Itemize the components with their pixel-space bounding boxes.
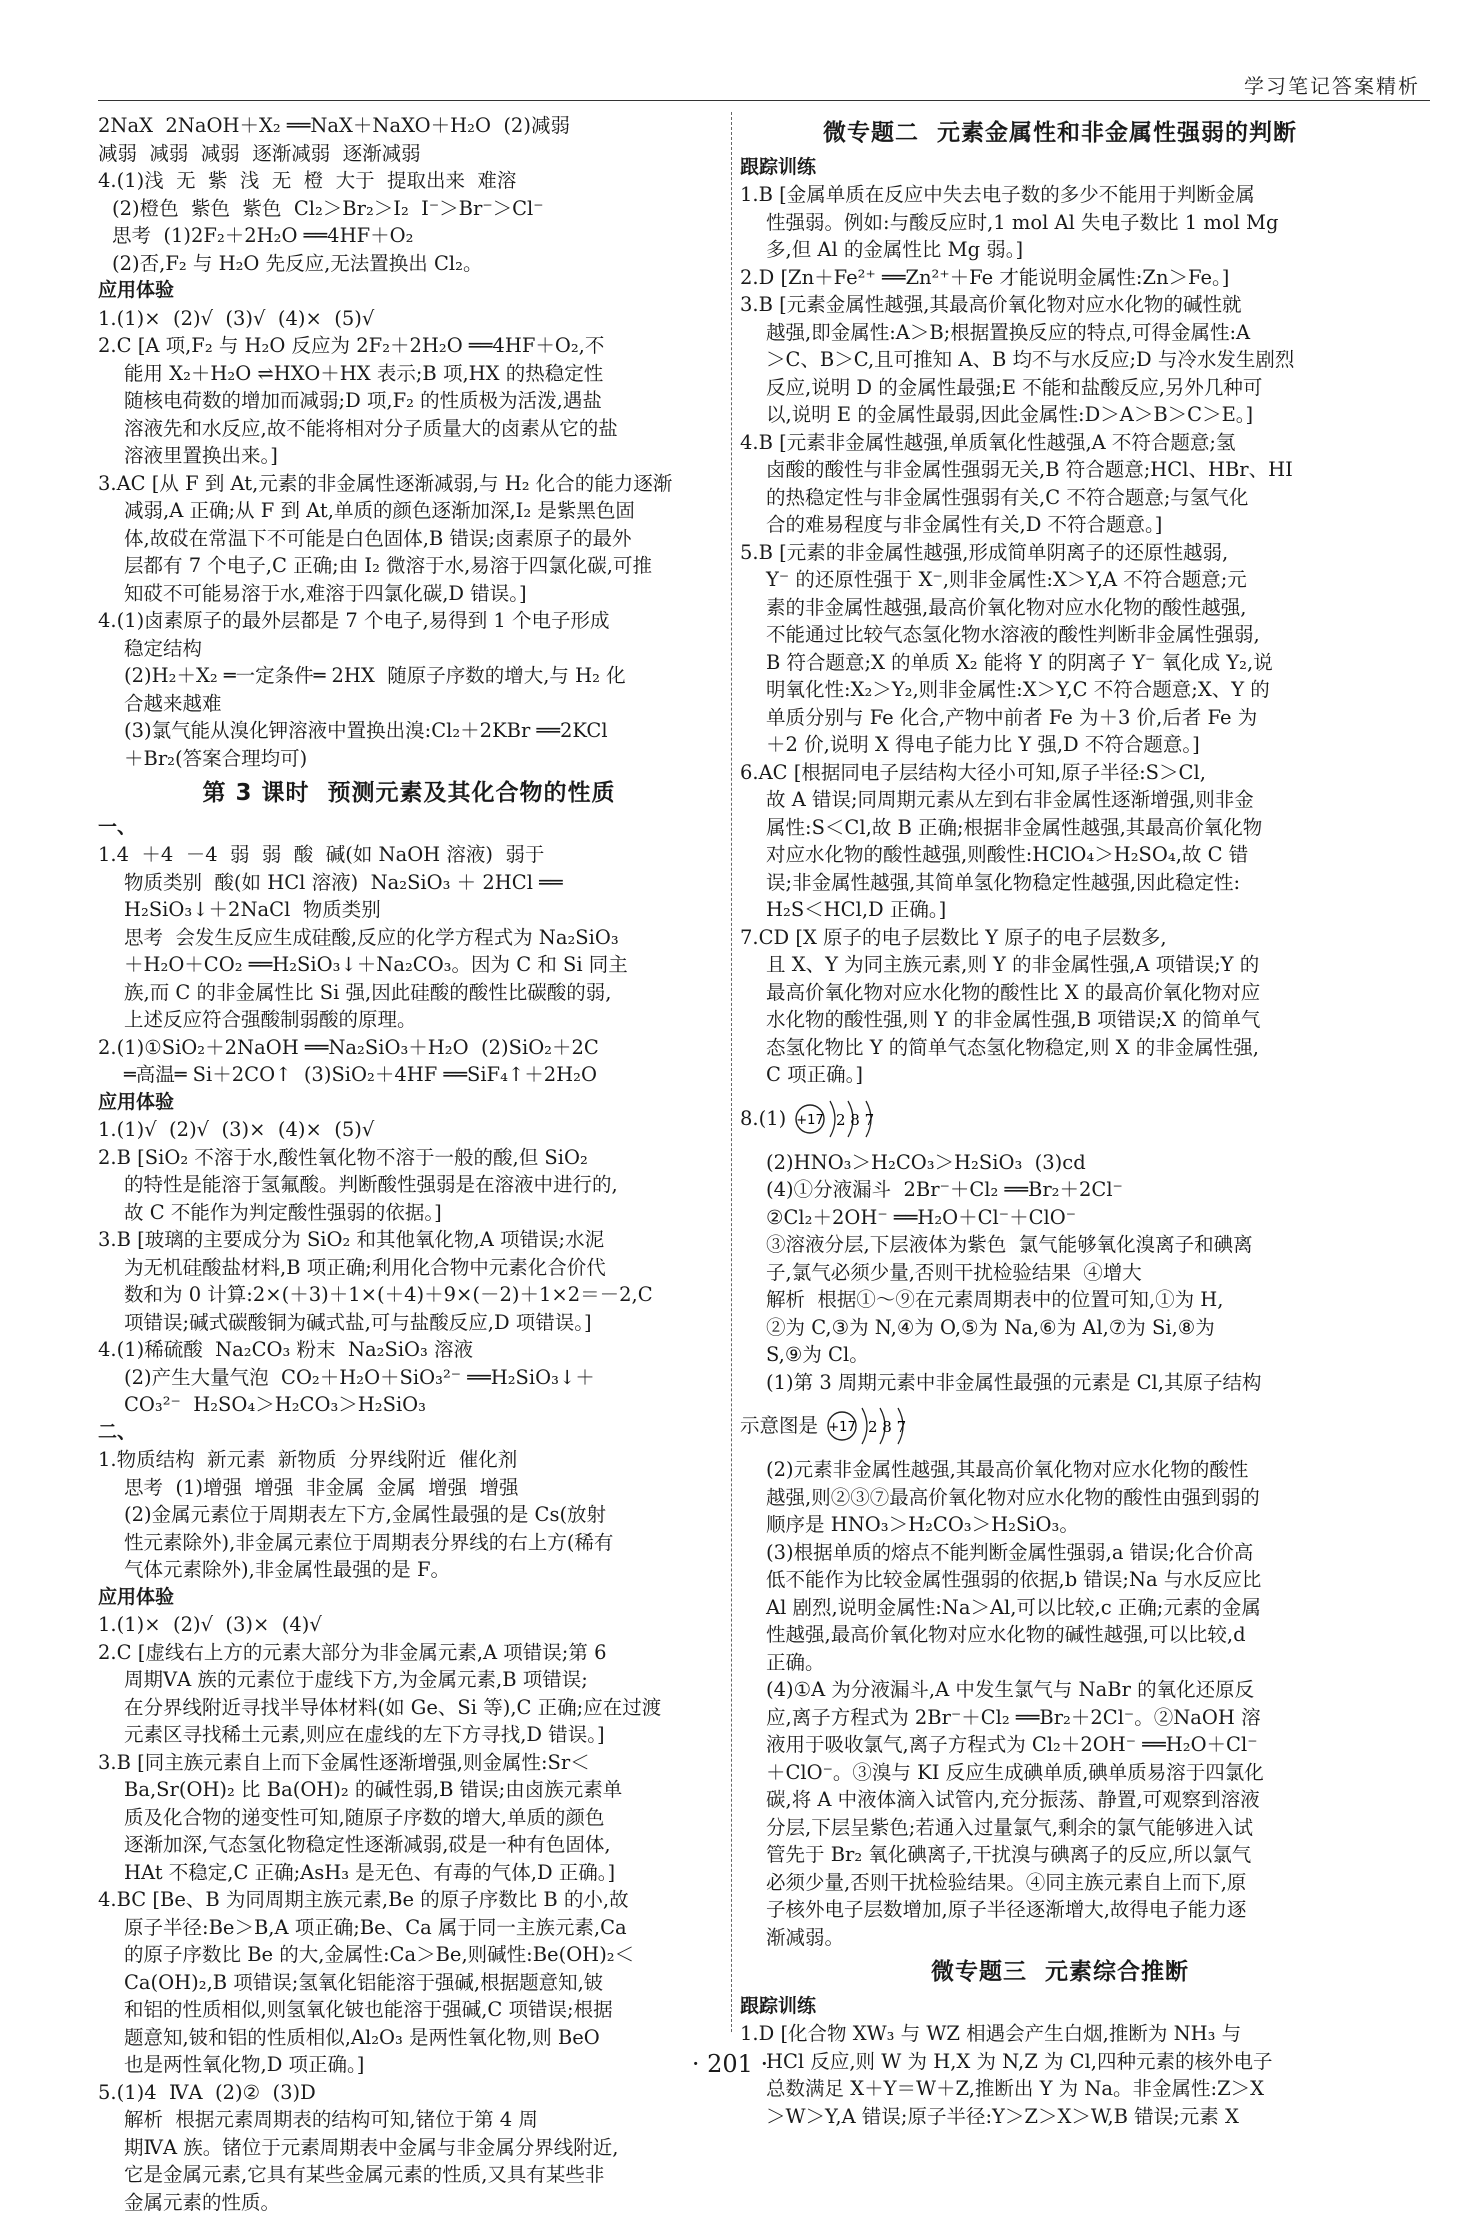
header-rule — [98, 100, 1430, 101]
text-line: 数和为 0 计算:2×(＋3)＋1×(＋4)＋9×(－2)＋1×2＝－2,C — [98, 1281, 720, 1309]
text-line: 管先于 Br₂ 氧化碘离子,干扰溴与碘离子的反应,所以氯气 — [740, 1841, 1380, 1869]
text-line: ＋Br₂(答案合理均可) — [98, 745, 720, 773]
text-line: 1.物质结构 新元素 新物质 分界线附近 催化剂 — [98, 1446, 720, 1474]
text-line: (4)①A 为分液漏斗,A 中发生氯气与 NaBr 的氧化还原反 — [740, 1676, 1380, 1704]
text-line: (2)否,F₂ 与 H₂O 先反应,无法置换出 Cl₂。 — [98, 250, 720, 278]
text-line: 必须少量,否则干扰检验结果。④同主族元素自上而下,原 — [740, 1869, 1380, 1897]
section-heading: 跟踪训练 — [740, 1993, 1380, 2021]
text-line: 的原子序数比 Be 的大,金属性:Ca＞Be,则碱性:Be(OH)₂＜ — [98, 1941, 720, 1969]
atom-structure-diagram — [740, 1093, 1380, 1145]
text-line: 总数满足 X＋Y＝W＋Z,推断出 Y 为 Na。非金属性:Z＞X — [740, 2075, 1380, 2103]
text-line: 族,而 C 的非金属性比 Si 强,因此硅酸的酸性比碳酸的弱, — [98, 979, 720, 1007]
text-line: 7.CD [X 原子的电子层数比 Y 原子的电子层数多, — [740, 924, 1380, 952]
section-heading: 二、 — [98, 1419, 720, 1447]
text-line: 子,氯气必须少量,否则干扰检验结果 ④增大 — [740, 1259, 1380, 1287]
text-line: 正确。 — [740, 1649, 1380, 1677]
page-number: · 201 · — [0, 2050, 1460, 2078]
text-line: 知砹不可能易溶于水,难溶于四氯化碳,D 错误。] — [98, 580, 720, 608]
text-line: (3)氯气能从溴化钾溶液中置换出溴:Cl₂＋2KBr ══2KCl — [98, 717, 720, 745]
text-line: 体,故砹在常温下不可能是白色固体,B 错误;卤素原子的最外 — [98, 525, 720, 553]
text-line: 2NaX 2NaOH＋X₂ ══NaX＋NaXO＋H₂O (2)减弱 — [98, 112, 720, 140]
text-line: 合越来越难 — [98, 690, 720, 718]
text-line: 多,但 Al 的金属性比 Mg 弱。] — [740, 236, 1380, 264]
text-line: 原子半径:Be＞B,A 项正确;Be、Ca 属于同一主族元素,Ca — [98, 1914, 720, 1942]
section-heading: 一、 — [98, 814, 720, 842]
section-heading: 应用体验 — [98, 277, 720, 305]
text-line: Y⁻ 的还原性强于 X⁻,则非金属性:X＞Y,A 不符合题意;元 — [740, 566, 1380, 594]
text-line: 2.C [A 项,F₂ 与 H₂O 反应为 2F₂＋2H₂O ══4HF＋O₂,不 — [98, 332, 720, 360]
text-line: ③溶液分层,下层液体为紫色 氯气能够氧化溴离子和碘离 — [740, 1231, 1380, 1259]
text-line: ＋H₂O＋CO₂ ══H₂SiO₃↓＋Na₂CO₃。因为 C 和 Si 同主 — [98, 951, 720, 979]
atom-structure-diagram — [740, 1400, 1380, 1452]
text-line: 明氧化性:X₂＞Y₂,则非金属性:X＞Y,C 不符合题意;X、Y 的 — [740, 676, 1380, 704]
text-line: 态氢化物比 Y 的简单气态氢化物稳定,则 X 的非金属性强, — [740, 1034, 1380, 1062]
text-line: HAt 不稳定,C 正确;AsH₃ 是无色、有毒的气体,D 正确。] — [98, 1859, 720, 1887]
lesson-title: 微专题二 元素金属性和非金属性强弱的判断 — [740, 120, 1380, 148]
text-line: 故 A 错误;同周期元素从左到右非金属性逐渐增强,则非金 — [740, 786, 1380, 814]
text-line: 3.AC [从 F 到 At,元素的非金属性逐渐减弱,与 H₂ 化合的能力逐渐 — [98, 470, 720, 498]
text-line: 卤酸的酸性与非金属性强弱无关,B 符合题意;HCl、HBr、HI — [740, 456, 1380, 484]
text-line: 题意知,铍和铝的性质相似,Al₂O₃ 是两性氧化物,则 BeO — [98, 2024, 720, 2052]
text-line: B 符合题意;X 的单质 X₂ 能将 Y 的阴离子 Y⁻ 氧化成 Y₂,说 — [740, 649, 1380, 677]
text-line: 4.(1)卤素原子的最外层都是 7 个电子,易得到 1 个电子形成 — [98, 607, 720, 635]
text-line: 单质分别与 Fe 化合,产物中前者 Fe 为＋3 价,后者 Fe 为 — [740, 704, 1380, 732]
text-line: 2.C [虚线右上方的元素大部分为非金属元素,A 项错误;第 6 — [98, 1639, 720, 1667]
text-line: 3.B [同主族元素自上而下金属性逐渐增强,则金属性:Sr＜ — [98, 1749, 720, 1777]
text-line: 越强,即金属性:A＞B;根据置换反应的特点,可得金属性:A — [740, 319, 1380, 347]
text-line: (2)HNO₃＞H₂CO₃＞H₂SiO₃ (3)cd — [740, 1149, 1380, 1177]
text-line: 能用 X₂＋H₂O ⇌HXO＋HX 表示;B 项,HX 的热稳定性 — [98, 360, 720, 388]
text-line: Al 剧烈,说明金属性:Na＞Al,可以比较,c 正确;元素的金属 — [740, 1594, 1380, 1622]
text-line: 属性:S＜Cl,故 B 正确;根据非金属性越强,其最高价氧化物 — [740, 814, 1380, 842]
section-heading: 应用体验 — [98, 1584, 720, 1612]
text-line: 对应水化物的酸性越强,则酸性:HClO₄＞H₂SO₄,故 C 错 — [740, 841, 1380, 869]
electron-shell-arc — [862, 1408, 867, 1444]
electron-counts: 2 8 7 — [868, 1418, 906, 1436]
text-line: ＋ClO⁻。③溴与 KI 反应生成碘单质,碘单质易溶于四氯化 — [740, 1759, 1380, 1787]
text-line: (2)产生大量气泡 CO₂＋H₂O＋SiO₃²⁻ ══H₂SiO₃↓＋ — [98, 1364, 720, 1392]
text-line: 期ⅣA 族。锗位于元素周期表中金属与非金属分界线附近, — [98, 2134, 720, 2162]
text-line: 1.(1)× (2)√ (3)√ (4)× (5)√ — [98, 305, 720, 333]
text-line: 溶液里置换出来。] — [98, 442, 720, 470]
text-line: 5.B [元素的非金属性越强,形成简单阴离子的还原性越弱, — [740, 539, 1380, 567]
section-heading: 应用体验 — [98, 1089, 720, 1117]
text-line: 上述反应符合强酸制弱酸的原理。 — [98, 1006, 720, 1034]
text-line: Ba,Sr(OH)₂ 比 Ba(OH)₂ 的碱性弱,B 错误;由卤族元素单 — [98, 1776, 720, 1804]
text-line: (3)根据单质的熔点不能判断金属性强弱,a 错误;化合价高 — [740, 1539, 1380, 1567]
text-line: 4.(1)浅 无 紫 浅 无 橙 大于 提取出来 难溶 — [98, 167, 720, 195]
text-line: 误;非金属性越强,其简单氢化物稳定性越强,因此稳定性: — [740, 869, 1380, 897]
text-line: 子核外电子层数增加,原子半径逐渐增大,故得电子能力逐 — [740, 1896, 1380, 1924]
text-line: 4.(1)稀硫酸 Na₂CO₃ 粉末 Na₂SiO₃ 溶液 — [98, 1336, 720, 1364]
text-line: 合的难易程度与非金属性有关,D 不符合题意。] — [740, 511, 1380, 539]
text-line: 2.D [Zn＋Fe²⁺ ══Zn²⁺＋Fe 才能说明金属性:Zn＞Fe。] — [740, 264, 1380, 292]
text-line: 最高价氧化物对应水化物的酸性比 X 的最高价氧化物对应 — [740, 979, 1380, 1007]
right-column — [740, 112, 1380, 2130]
text-line: 故 C 不能作为判定酸性强弱的依据。] — [98, 1199, 720, 1227]
text-line: 1.(1)× (2)√ (3)× (4)√ — [98, 1611, 720, 1639]
text-line: 金属元素的性质。 — [98, 2189, 720, 2216]
text-line: 3.B [玻璃的主要成分为 SiO₂ 和其他氧化物,A 项错误;水泥 — [98, 1226, 720, 1254]
text-line: 解析 根据元素周期表的结构可知,锗位于第 4 周 — [98, 2106, 720, 2134]
text-line: 为无机硅酸盐材料,B 项正确;利用化合物中元素化合价代 — [98, 1254, 720, 1282]
text-line: 以,说明 E 的金属性最弱,因此金属性:D＞A＞B＞C＞E。] — [740, 401, 1380, 429]
text-line: 性元素除外),非金属元素位于周期表分界线的右上方(稀有 — [98, 1529, 720, 1557]
text-line: 减弱,A 正确;从 F 到 At,单质的颜色逐渐加深,I₂ 是紫黑色固 — [98, 497, 720, 525]
text-line: 2.B [SiO₂ 不溶于水,酸性氧化物不溶于一般的酸,但 SiO₂ — [98, 1144, 720, 1172]
text-line: 它是金属元素,它具有某些金属元素的性质,又具有某些非 — [98, 2161, 720, 2189]
text-line: 4.BC [Be、B 为同周期主族元素,Be 的原子序数比 B 的小,故 — [98, 1886, 720, 1914]
text-line: 减弱 减弱 减弱 逐渐减弱 逐渐减弱 — [98, 140, 720, 168]
chlorine-atom-icon — [824, 1400, 944, 1452]
text-line: 逐渐加深,气态氢化物稳定性逐渐减弱,砹是一种有色固体, — [98, 1831, 720, 1859]
text-line: 层都有 7 个电子,C 正确;由 I₂ 微溶于水,易溶于四氯化碳,可推 — [98, 552, 720, 580]
text-line: (2)元素非金属性越强,其最高价氧化物对应水化物的酸性 — [740, 1456, 1380, 1484]
text-line: 反应,说明 D 的金属性最强;E 不能和盐酸反应,另外几种可 — [740, 374, 1380, 402]
text-line: 2.(1)①SiO₂＋2NaOH ══Na₂SiO₃＋H₂O (2)SiO₂＋2C — [98, 1034, 720, 1062]
text-line: 1.D [化合物 XW₃ 与 WZ 相遇会产生白烟,推断为 NH₃ 与 — [740, 2020, 1380, 2048]
text-line: 性越强,最高价氧化物对应水化物的碱性越强,可以比较,d — [740, 1621, 1380, 1649]
text-line: 越强,则②③⑦最高价氧化物对应水化物的酸性由强到弱的 — [740, 1484, 1380, 1512]
nucleus-charge: +17 — [797, 1113, 824, 1128]
text-line: H₂S＜HCl,D 正确。] — [740, 896, 1380, 924]
section-heading: 跟踪训练 — [740, 154, 1380, 182]
text-line: 和铝的性质相似,则氢氧化铍也能溶于强碱,C 项错误;根据 — [98, 1996, 720, 2024]
text-line: 1.B [金属单质在反应中失去电子数的多少不能用于判断金属 — [740, 181, 1380, 209]
text-line: 在分界线附近寻找半导体材料(如 Ge、Si 等),C 正确;应在过渡 — [98, 1694, 720, 1722]
text-line: ＞W＞Y,A 错误;原子半径:Y＞Z＞X＞W,B 错误;元素 X — [740, 2103, 1380, 2131]
text-line: ②Cl₂＋2OH⁻ ══H₂O＋Cl⁻＋ClO⁻ — [740, 1204, 1380, 1232]
lesson-title: 微专题三 元素综合推断 — [740, 1959, 1380, 1987]
atom-diagram-label: 示意图是 — [740, 1412, 818, 1440]
atom-diagram-label: 8.(1) — [740, 1105, 786, 1133]
text-line: (4)①分液漏斗 2Br⁻＋Cl₂ ══Br₂＋2Cl⁻ — [740, 1176, 1380, 1204]
text-line: 1.(1)√ (2)√ (3)× (4)× (5)√ — [98, 1116, 720, 1144]
text-line: 溶液先和水反应,故不能将相对分子质量大的卤素从它的盐 — [98, 415, 720, 443]
text-line: 的特性是能溶于氢氟酸。判断酸性强弱是在溶液中进行的, — [98, 1171, 720, 1199]
text-line: ＞C、B＞C,且可推知 A、B 均不与水反应;D 与冷水发生剧烈 — [740, 346, 1380, 374]
text-line: 解析 根据①～⑨在元素周期表中的位置可知,①为 H, — [740, 1286, 1380, 1314]
text-line: 4.B [元素非金属性越强,单质氧化性越强,A 不符合题意;氢 — [740, 429, 1380, 457]
text-line: ②为 C,③为 N,④为 O,⑤为 Na,⑥为 Al,⑦为 Si,⑧为 — [740, 1314, 1380, 1342]
text-line: 分层,下层呈紫色;若通入过量氯气,剩余的氯气能够进入试 — [740, 1814, 1380, 1842]
text-line: 气体元素除外),非金属性最强的是 F。 — [98, 1556, 720, 1584]
text-line: 元素区寻找稀土元素,则应在虚线的左下方寻找,D 错误。] — [98, 1721, 720, 1749]
text-line: 不能通过比较气态氢化物水溶液的酸性判断非金属性强弱, — [740, 621, 1380, 649]
text-line: 5.(1)4 ⅣA (2)② (3)D — [98, 2079, 720, 2107]
text-line: 思考 (1)2F₂＋2H₂O ══4HF＋O₂ — [98, 222, 720, 250]
text-line: 物质类别 酸(如 HCl 溶液) Na₂SiO₃ ＋ 2HCl ══ — [98, 869, 720, 897]
nucleus-charge: +17 — [828, 1420, 855, 1435]
text-line: 应,离子方程式为 2Br⁻＋Cl₂ ══Br₂＋2Cl⁻。②NaOH 溶 — [740, 1704, 1380, 1732]
text-line: ＋2 价,说明 X 得电子能力比 Y 强,D 不符合题意。] — [740, 731, 1380, 759]
text-line: 质及化合物的递变性可知,随原子序数的增大,单质的颜色 — [98, 1804, 720, 1832]
text-line: 随核电荷数的增加而减弱;D 项,F₂ 的性质极为活泼,遇盐 — [98, 387, 720, 415]
page-header: 学习笔记答案精析 — [1244, 70, 1420, 99]
column-divider — [731, 112, 732, 2032]
text-line: 且 X、Y 为同主族元素,则 Y 的非金属性强,A 项错误;Y 的 — [740, 951, 1380, 979]
text-line: 渐减弱。 — [740, 1924, 1380, 1952]
left-column — [98, 112, 720, 2216]
text-line: (1)第 3 周期元素中非金属性最强的元素是 Cl,其原子结构 — [740, 1369, 1380, 1397]
text-line: 项错误;碱式碳酸铜为碱式盐,可与盐酸反应,D 项错误。] — [98, 1309, 720, 1337]
electron-counts: 2 8 7 — [836, 1111, 874, 1129]
lesson-title: 第 3 课时 预测元素及其化合物的性质 — [98, 780, 720, 808]
text-line: ═高温═ Si＋2CO↑ (3)SiO₂＋4HF ══SiF₄↑＋2H₂O — [98, 1061, 720, 1089]
text-line: 顺序是 HNO₃＞H₂CO₃＞H₂SiO₃。 — [740, 1511, 1380, 1539]
text-line: 1.4 ＋4 －4 弱 弱 酸 碱(如 NaOH 溶液) 弱于 — [98, 841, 720, 869]
electron-shell-arc — [830, 1101, 835, 1137]
text-line: 水化物的酸性强,则 Y 的非金属性强,B 项错误;X 的简单气 — [740, 1006, 1380, 1034]
text-line: 3.B [元素金属性越强,其最高价氧化物对应水化物的碱性就 — [740, 291, 1380, 319]
text-line: 素的非金属性越强,最高价氧化物对应水化物的酸性越强, — [740, 594, 1380, 622]
text-line: CO₃²⁻ H₂SO₄＞H₂CO₃＞H₂SiO₃ — [98, 1391, 720, 1419]
text-line: 也是两性氧化物,D 项正确。] — [98, 2051, 720, 2079]
text-line: H₂SiO₃↓＋2NaCl 物质类别 — [98, 896, 720, 924]
text-line: HCl 反应,则 W 为 H,X 为 N,Z 为 Cl,四种元素的核外电子 — [740, 2048, 1380, 2076]
text-line: (2)橙色 紫色 紫色 Cl₂＞Br₂＞I₂ I⁻＞Br⁻＞Cl⁻ — [98, 195, 720, 223]
text-line: 周期ⅤA 族的元素位于虚线下方,为金属元素,B 项错误; — [98, 1666, 720, 1694]
text-line: S,⑨为 Cl。 — [740, 1341, 1380, 1369]
text-line: 的热稳定性与非金属性强弱有关,C 不符合题意;与氢气化 — [740, 484, 1380, 512]
text-line: 稳定结构 — [98, 635, 720, 663]
text-line: 液用于吸收氯气,离子方程式为 Cl₂＋2OH⁻ ══H₂O＋Cl⁻ — [740, 1731, 1380, 1759]
chlorine-atom-icon — [792, 1093, 912, 1145]
text-line: 6.AC [根据同电子层结构大径小可知,原子半径:S＞Cl, — [740, 759, 1380, 787]
text-line: 性强弱。例如:与酸反应时,1 mol Al 失电子数比 1 mol Mg — [740, 209, 1380, 237]
text-line: (2)金属元素位于周期表左下方,金属性最强的是 Cs(放射 — [98, 1501, 720, 1529]
text-line: Ca(OH)₂,B 项错误;氢氧化铝能溶于强碱,根据题意知,铍 — [98, 1969, 720, 1997]
text-line: 思考 (1)增强 增强 非金属 金属 增强 增强 — [98, 1474, 720, 1502]
text-line: 低不能作为比较金属性强弱的依据,b 错误;Na 与水反应比 — [740, 1566, 1380, 1594]
text-line: 碳,将 A 中液体滴入试管内,充分振荡、静置,可观察到溶液 — [740, 1786, 1380, 1814]
text-line: (2)H₂＋X₂ ═一定条件═ 2HX 随原子序数的增大,与 H₂ 化 — [98, 662, 720, 690]
text-line: 思考 会发生反应生成硅酸,反应的化学方程式为 Na₂SiO₃ — [98, 924, 720, 952]
text-line: C 项正确。] — [740, 1061, 1380, 1089]
